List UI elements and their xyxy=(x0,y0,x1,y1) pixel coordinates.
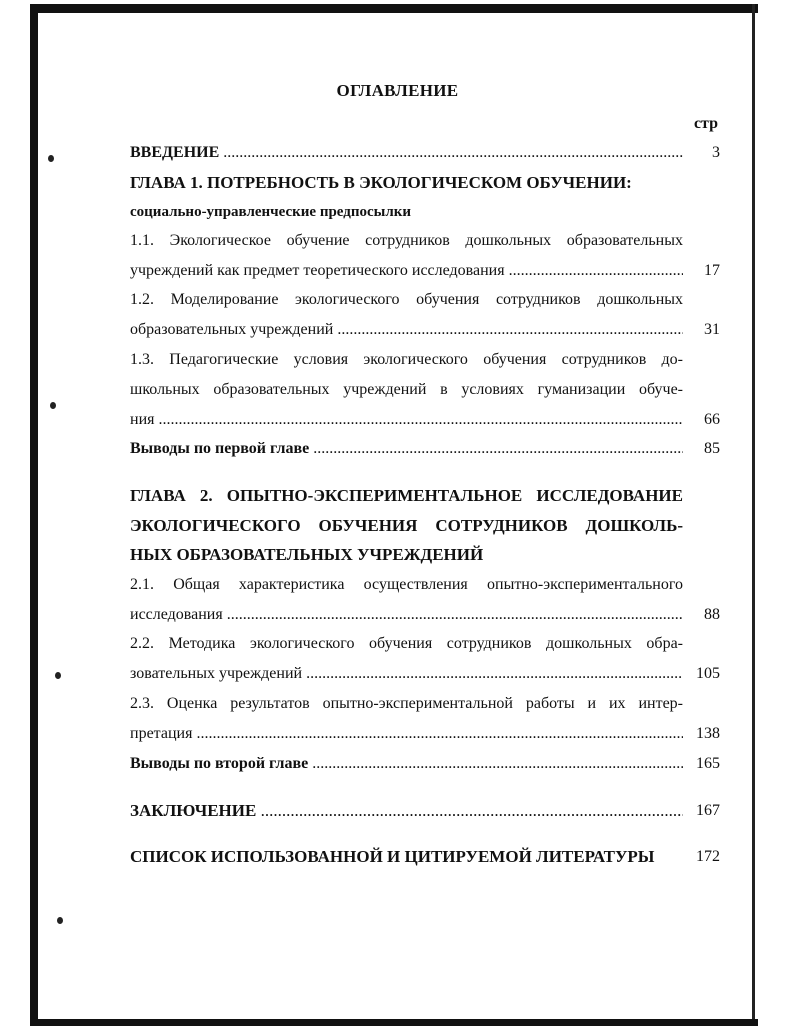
toc-section-1-1-line1[interactable]: 1.1. Экологическое обучение сотрудников дошкольных образовательных xyxy=(130,232,683,249)
toc-chapter-2-conclusions[interactable]: Выводы по второй главе ..... xyxy=(130,754,683,774)
toc-page-2-1: 88 xyxy=(704,606,720,623)
toc-conclusion[interactable]: ЗАКЛЮЧЕНИЕ ..... xyxy=(130,801,683,821)
page-title: ОГЛАВЛЕНИЕ xyxy=(336,81,459,100)
toc-bibliography[interactable]: СПИСОК ИСПОЛЬЗОВАННОЙ И ЦИТИРУЕМОЙ ЛИТЕРАТУРЫ xyxy=(130,847,655,866)
toc-section-1-2-line2[interactable]: образовательных учреждений ..... xyxy=(130,320,683,340)
binding-hole-mark xyxy=(55,672,61,679)
page-column-header: стр xyxy=(693,115,718,132)
toc-page-intro: 3 xyxy=(712,144,720,161)
toc-page-1-1: 17 xyxy=(704,262,720,279)
toc-section-2-1-line1[interactable]: 2.1. Общая характеристика осуществления опытно-экспериментального xyxy=(130,576,683,593)
toc-chapter-2-title-line3[interactable]: НЫХ ОБРАЗОВАТЕЛЬНЫХ УЧРЕЖДЕНИЙ xyxy=(130,545,484,564)
toc-chapter-1-subtitle: социально-управленческие предпосылки xyxy=(130,204,412,220)
toc-entry-intro[interactable]: ВВЕДЕНИЕ ..... xyxy=(130,143,683,163)
toc-page-1-2: 31 xyxy=(704,321,720,338)
toc-section-1-3-line1[interactable]: 1.3. Педагогические условия экологического обучения сотрудников до- xyxy=(130,351,683,368)
scan-border-top xyxy=(30,4,758,13)
toc-chapter-1-title[interactable]: ГЛАВА 1. ПОТРЕБНОСТЬ В ЭКОЛОГИЧЕСКОМ ОБУЧЕНИИ: xyxy=(130,173,632,192)
scan-border-bottom xyxy=(30,1019,758,1026)
toc-page-conclusion: 167 xyxy=(696,802,720,819)
scan-border-left xyxy=(30,4,38,1026)
toc-page-2-3: 138 xyxy=(696,725,720,742)
toc-page-2-2: 105 xyxy=(696,665,720,682)
toc-page-ch1-conclusions: 85 xyxy=(704,440,720,457)
toc-section-1-3-line2[interactable]: школьных образовательных учреждений в условиях гуманизации обуче- xyxy=(130,381,683,398)
toc-section-1-1-line2[interactable]: учреждений как предмет теоретического исследования ..... xyxy=(130,261,683,281)
toc-section-2-2-line1[interactable]: 2.2. Методика экологического обучения сотрудников дошкольных обра- xyxy=(130,635,683,652)
toc-chapter-2-title-line2[interactable]: ЭКОЛОГИЧЕСКОГО ОБУЧЕНИЯ СОТРУДНИКОВ ДОШКОЛЬ- xyxy=(130,516,683,535)
binding-hole-mark xyxy=(48,155,54,162)
toc-page-ch2-conclusions: 165 xyxy=(696,755,720,772)
binding-hole-mark xyxy=(50,402,56,409)
toc-section-1-2-line1[interactable]: 1.2. Моделирование экологического обучения сотрудников дошкольных xyxy=(130,291,683,308)
toc-section-2-3-line1[interactable]: 2.3. Оценка результатов опытно-экспериментальной работы и их интер- xyxy=(130,695,683,712)
toc-chapter-1-conclusions[interactable]: Выводы по первой главе ..... xyxy=(130,439,683,459)
binding-hole-mark xyxy=(57,917,63,924)
toc-section-2-1-line2[interactable]: исследования ..... xyxy=(130,605,683,625)
toc-section-2-3-line2[interactable]: претация ..... xyxy=(130,724,683,744)
toc-section-2-2-line2[interactable]: зовательных учреждений ..... xyxy=(130,664,683,684)
toc-page-1-3: 66 xyxy=(704,411,720,428)
toc-page-bibliography: 172 xyxy=(696,848,720,865)
scan-border-right xyxy=(752,4,755,1026)
toc-chapter-2-title-line1[interactable]: ГЛАВА 2. ОПЫТНО-ЭКСПЕРИМЕНТАЛЬНОЕ ИССЛЕДОВАНИЕ xyxy=(130,486,683,505)
toc-section-1-3-line3[interactable]: ния ..... xyxy=(130,410,683,430)
